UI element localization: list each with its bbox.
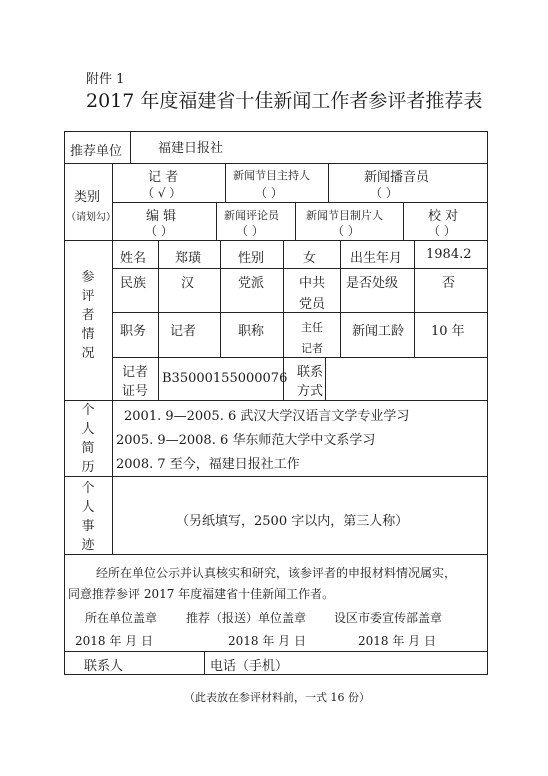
phone-label: 电话（手机） (210, 659, 289, 674)
cert-label-1: 记者 (122, 365, 149, 380)
resume-line-2: 2005. 9—2008. 6 华东师范大学中文系学习 (116, 433, 376, 448)
person-section-label: 参评者情况 (81, 270, 95, 361)
contact-label-1: 联系 (297, 365, 324, 380)
category-label: 类别 (74, 190, 101, 205)
date-propaganda: 2018 年 月 日 (358, 634, 436, 648)
resume-label: 个人简历 (81, 403, 95, 475)
option-host: 新闻节目主持人 (233, 169, 310, 182)
job-value: 记者 (170, 324, 197, 339)
seal-unit: 所在单位盖章 (85, 611, 158, 625)
date-recommender: 2018 年 月 日 (228, 634, 306, 648)
title-value-2: 记者 (301, 342, 323, 355)
option-reporter-mark[interactable]: （ √ ） (142, 186, 182, 200)
option-host-mark[interactable]: （ ） (255, 186, 283, 200)
footnote: （此表放在参评材料前，一式 16 份） (184, 691, 370, 704)
title-label: 职称 (238, 324, 265, 339)
option-producer: 新闻节目制片人 (306, 209, 383, 222)
ethnic-label: 民族 (120, 276, 147, 291)
approval-line-2: 同意推荐参评 2017 年度福建省十佳新闻工作者。 (68, 587, 335, 601)
option-commentator: 新闻评论员 (224, 209, 279, 222)
gender-value: 女 (303, 251, 317, 266)
option-editor: 编 辑 (146, 209, 177, 224)
page-title: 2017 年度福建省十佳新闻工作者参评者推荐表 (86, 90, 483, 112)
party-value-1: 中共 (299, 276, 326, 291)
party-value-2: 党员 (299, 297, 326, 312)
seal-recommender: 推荐（报送）单位盖章 (186, 611, 307, 625)
option-commentator-mark[interactable]: （ ） (236, 224, 264, 238)
birth-value: 1984.2 (426, 247, 472, 262)
cert-label-2: 证号 (122, 384, 149, 399)
party-label: 党派 (238, 276, 265, 291)
years-label: 新闻工龄 (352, 324, 405, 339)
option-reporter: 记 者 (148, 170, 179, 185)
option-editor-mark[interactable]: （ ） (145, 224, 173, 238)
seal-propaganda: 设区市委宣传部盖章 (334, 611, 443, 625)
job-label: 职务 (120, 324, 147, 339)
title-value-1: 主任 (301, 321, 323, 334)
resume-line-1: 2001. 9—2005. 6 武汉大学汉语言文学专业学习 (124, 409, 410, 424)
level-label: 是否处级 (346, 276, 399, 291)
level-value: 否 (442, 276, 456, 291)
unit-value: 福建日报社 (158, 141, 224, 156)
name-label: 姓名 (120, 251, 147, 266)
deeds-label: 个人事迹 (81, 481, 95, 553)
cert-value: B35000155000076 (162, 371, 288, 386)
option-proofreader: 校 对 (428, 209, 459, 224)
resume-line-3: 2008. 7 至今，福建日报社工作 (116, 457, 300, 472)
option-producer-mark[interactable]: （ ） (332, 224, 360, 238)
category-note: （请划勾） (66, 212, 116, 223)
ethnic-value: 汉 (181, 276, 195, 291)
option-announcer: 新闻播音员 (364, 170, 430, 185)
years-value: 10 年 (431, 324, 465, 339)
unit-label: 推荐单位 (70, 144, 123, 159)
birth-label: 出生年月 (350, 251, 403, 266)
date-unit: 2018 年 月 日 (75, 634, 153, 648)
approval-line-1: 经所在单位公示并认真核实和研究，该参评者的申报材料情况属实， (96, 566, 457, 580)
option-announcer-mark[interactable]: （ ） (370, 186, 398, 200)
attachment-label: 附件 1 (86, 72, 125, 87)
contact-person-label: 联系人 (84, 659, 124, 674)
option-proofreader-mark[interactable]: （ ） (428, 224, 456, 238)
name-value: 郑璜 (175, 251, 202, 266)
contact-label-2: 方式 (297, 384, 324, 399)
gender-label: 性别 (238, 251, 265, 266)
deeds-text: （另纸填写，2500 字以内，第三人称） (176, 514, 409, 529)
